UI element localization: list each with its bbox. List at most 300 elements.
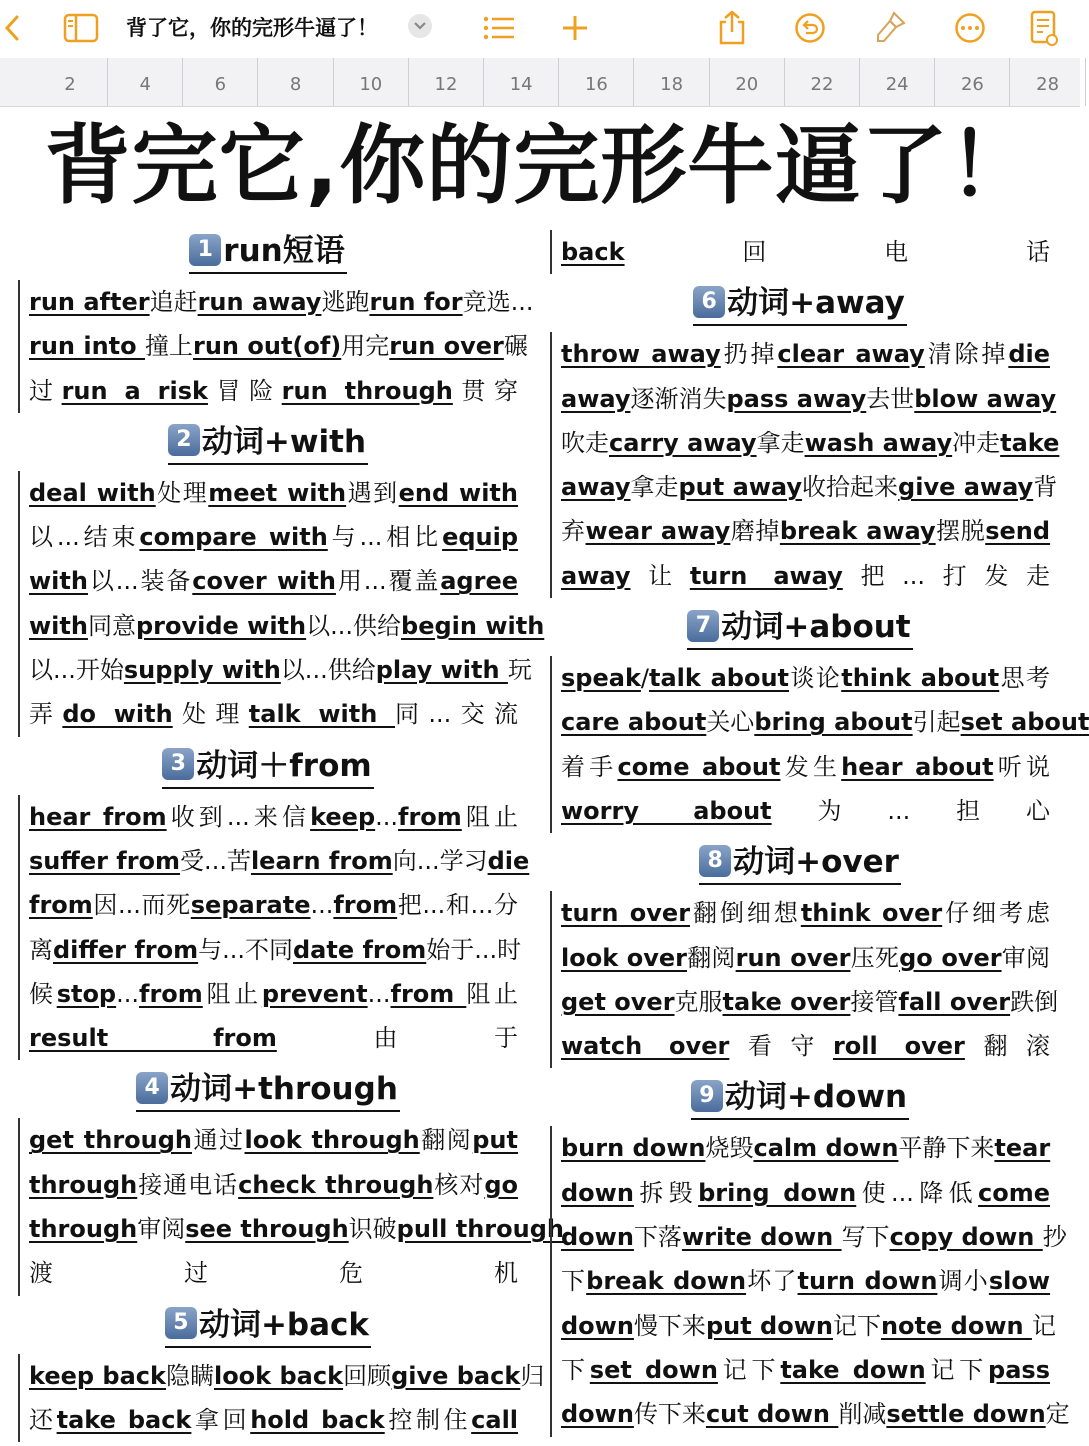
phrase: separate xyxy=(190,891,311,920)
meaning: 磨掉 xyxy=(730,517,780,546)
meaning: 收拾起来 xyxy=(802,473,899,502)
meaning: 引起 xyxy=(912,708,961,737)
meaning: 同意 xyxy=(87,611,136,640)
section-title: run短语 xyxy=(223,233,345,269)
meaning: 审阅 xyxy=(137,1215,186,1244)
meaning: 记 xyxy=(1031,1311,1056,1340)
meaning: 归 xyxy=(520,1361,545,1390)
meaning: 关心 xyxy=(706,708,755,737)
ruler-number: 20 xyxy=(735,74,759,95)
phrase: go xyxy=(484,1170,518,1199)
number-keycap-icon: 3 xyxy=(162,748,194,780)
meaning: 处理 xyxy=(172,700,249,729)
phrase-line xyxy=(29,972,518,1016)
phrase-block xyxy=(550,891,1059,1068)
phrase: see through xyxy=(185,1215,349,1244)
toolbar xyxy=(0,0,1080,59)
meaning: 谈论 xyxy=(789,664,842,693)
phrase: run for xyxy=(369,288,463,316)
phrase: hold back xyxy=(250,1405,385,1434)
ruler-number: 6 xyxy=(214,74,227,95)
meaning: 与...不同 xyxy=(198,935,293,964)
section-heading-text xyxy=(168,421,368,465)
meaning: 用完 xyxy=(341,332,390,361)
phrase: throw away xyxy=(561,340,721,369)
phrase: care about xyxy=(561,708,707,737)
phrase: cut down xyxy=(705,1400,839,1429)
phrase-line xyxy=(29,280,534,324)
phrase-line xyxy=(29,559,518,603)
phrase-line xyxy=(29,928,522,972)
phrase-line xyxy=(561,1304,1056,1348)
phrase: from xyxy=(29,891,93,920)
meaning: 以...装备 xyxy=(87,567,193,596)
sidebar-icon[interactable] xyxy=(60,8,102,48)
meaning: 拿走 xyxy=(756,428,805,457)
phrase: come about xyxy=(617,752,781,781)
phrase: with xyxy=(29,567,88,596)
meaning: 阻止 xyxy=(202,979,262,1008)
phrase: run away xyxy=(197,288,322,316)
phrase: think about xyxy=(841,664,1000,693)
page-title: 背完它,你的完形牛逼了！ xyxy=(44,116,1036,216)
phrase: from xyxy=(398,802,462,831)
phrase: run through xyxy=(281,376,453,405)
phrase: down xyxy=(561,1223,634,1252)
phrase: get through xyxy=(29,1126,193,1155)
phrase-line xyxy=(561,332,1050,376)
phrase-line xyxy=(561,1024,1050,1068)
meaning: 阻止 xyxy=(461,802,518,831)
phrase: hear about xyxy=(841,752,994,781)
phrase: bring down xyxy=(698,1178,857,1207)
meaning: / xyxy=(640,664,649,693)
number-keycap-icon: 7 xyxy=(687,610,719,642)
phrase-line xyxy=(29,471,518,515)
phrase: pull through xyxy=(396,1215,564,1244)
meaning: 识破 xyxy=(348,1215,397,1244)
meaning: 吹走 xyxy=(561,428,609,457)
meaning: 弃 xyxy=(561,517,586,546)
phrase-line xyxy=(561,980,1059,1024)
meaning: 扔掉 xyxy=(720,340,778,369)
phrase: pass away xyxy=(726,384,867,413)
phrase-line xyxy=(561,936,1050,980)
phrase-line xyxy=(29,1398,518,1442)
phrase: look through xyxy=(244,1126,420,1155)
phrase: differ from xyxy=(53,935,199,964)
number-keycap-icon: 2 xyxy=(168,424,200,456)
phrase: turn over xyxy=(561,899,691,928)
phrase: put down xyxy=(705,1311,833,1340)
meaning: 慢下来 xyxy=(633,1311,706,1340)
meaning: 收到...来信 xyxy=(166,802,311,831)
phrase: carry away xyxy=(609,428,757,457)
phrase: cover with xyxy=(192,567,336,596)
phrase: wear away xyxy=(585,517,731,546)
meaning: 去世 xyxy=(866,384,915,413)
ruler-number: 8 xyxy=(289,74,302,95)
phrase-line xyxy=(561,700,1089,744)
phrase-line xyxy=(29,1207,564,1251)
phrase-line xyxy=(561,421,1060,465)
meaning: 因...而死 xyxy=(92,891,191,920)
phrase-line xyxy=(561,1215,1067,1259)
phrase: equip xyxy=(442,523,519,552)
phrase: from xyxy=(139,979,203,1008)
meaning: ... xyxy=(310,891,334,920)
phrase: run out(of) xyxy=(193,332,342,361)
phrase: give away xyxy=(898,473,1034,502)
number-keycap-icon: 4 xyxy=(136,1072,168,1104)
document-icon[interactable] xyxy=(1026,8,1062,48)
phrase: run into xyxy=(29,332,145,361)
phrase-line xyxy=(29,648,532,692)
meaning: 为...担心 xyxy=(771,796,1050,825)
ruler-number: 14 xyxy=(509,74,533,95)
phrase: die xyxy=(1008,340,1050,369)
meaning: 逐渐消失 xyxy=(630,384,727,413)
section-heading xyxy=(18,417,518,467)
phrase: write down xyxy=(681,1223,842,1252)
section-heading xyxy=(18,226,518,276)
meaning: 同...交流 xyxy=(395,700,518,729)
section-heading xyxy=(18,741,518,791)
phrase: away xyxy=(561,473,631,502)
phrase-block xyxy=(18,471,545,737)
meaning: 传下来 xyxy=(633,1400,706,1429)
meaning: 发生 xyxy=(780,752,842,781)
share-icon[interactable] xyxy=(714,8,750,48)
meaning: 阻止 xyxy=(466,979,519,1008)
meaning: 隐瞒 xyxy=(165,1361,214,1390)
meaning: ... xyxy=(375,802,399,831)
ruler-number: 18 xyxy=(660,74,684,95)
phrase: send xyxy=(985,517,1051,546)
meaning: 着手 xyxy=(561,752,618,781)
phrase: speak xyxy=(561,664,641,693)
phrase: blow away xyxy=(914,384,1057,413)
phrase-block xyxy=(18,280,534,413)
section-heading-text xyxy=(189,230,346,274)
phrase: turn away xyxy=(689,561,843,590)
phrase-line xyxy=(29,515,518,559)
document-title[interactable]: 背了它，你的完形牛逼了！ xyxy=(126,16,378,40)
phrase: learn from xyxy=(250,846,393,875)
meaning: 记下 xyxy=(717,1355,781,1384)
phrase: watch over xyxy=(561,1032,730,1061)
phrase: down xyxy=(561,1311,634,1340)
phrase: check through xyxy=(238,1170,434,1199)
chevron-down-icon[interactable] xyxy=(408,14,432,38)
number-keycap-icon: 8 xyxy=(699,845,731,877)
meaning: 核对 xyxy=(433,1170,485,1199)
meaning: 遇到 xyxy=(346,478,399,507)
phrase: meet with xyxy=(208,478,347,507)
phrase-block xyxy=(18,1118,564,1295)
section-heading xyxy=(18,1300,518,1350)
number-keycap-icon: 1 xyxy=(189,234,221,266)
phrase: hear from xyxy=(29,802,167,831)
meaning: 思考 xyxy=(999,664,1051,693)
meaning: 以...供给 xyxy=(280,656,376,685)
section-heading-text xyxy=(693,282,907,326)
meaning: 平静下来 xyxy=(898,1134,995,1163)
phrase: talk about xyxy=(649,664,790,693)
phrase: break down xyxy=(586,1267,747,1296)
meaning: 以...供给 xyxy=(306,611,402,640)
phrase-line xyxy=(561,1126,1050,1170)
left-column xyxy=(18,226,564,1446)
phrase: keep back xyxy=(29,1361,166,1390)
meaning: 竞选... xyxy=(462,288,534,316)
meaning: 烧毁 xyxy=(705,1134,754,1163)
meaning: 使...降低 xyxy=(856,1178,978,1207)
section-heading-text xyxy=(699,841,901,885)
meaning: 仔细考虑 xyxy=(942,899,1051,928)
section-title: 动词+down xyxy=(724,1079,908,1116)
meaning: 由于 xyxy=(276,1024,518,1053)
phrase: from xyxy=(333,891,398,920)
meaning: 看守 xyxy=(729,1032,833,1061)
phrase: run over xyxy=(389,332,504,361)
plus-icon[interactable] xyxy=(558,8,592,48)
meaning: 削减 xyxy=(838,1400,887,1429)
phrase-line xyxy=(561,1392,1070,1436)
meaning: 控制住 xyxy=(384,1405,472,1434)
phrase: fall over xyxy=(898,987,1011,1016)
meaning: 受...苦 xyxy=(180,846,251,875)
ruler-number: 26 xyxy=(960,74,984,95)
meaning: 拿回 xyxy=(191,1405,251,1434)
more-icon[interactable] xyxy=(952,8,988,48)
section-heading xyxy=(550,1072,1050,1122)
phrase-line xyxy=(29,1354,545,1398)
undo-icon[interactable] xyxy=(792,8,828,48)
phrase: wash away xyxy=(804,428,953,457)
phrase: roll over xyxy=(832,1032,965,1061)
meaning: 调小 xyxy=(937,1267,989,1296)
meaning: 撞上 xyxy=(145,332,193,361)
phrase-line xyxy=(29,839,530,883)
meaning: 向...学习 xyxy=(392,846,488,875)
phrase: give back xyxy=(391,1361,521,1390)
phrase-block xyxy=(550,1126,1070,1436)
meaning: 拿走 xyxy=(630,473,679,502)
format-brush-icon[interactable] xyxy=(872,8,908,48)
meaning: 翻倒细想 xyxy=(690,899,801,928)
phrase-block xyxy=(550,230,1050,274)
meaning: 跌倒 xyxy=(1010,987,1059,1016)
section-title: 动词+away xyxy=(727,285,905,322)
phrase: through xyxy=(29,1170,138,1199)
phrase-line xyxy=(561,377,1057,421)
meaning: 下落 xyxy=(633,1223,682,1252)
section-heading-text xyxy=(687,606,912,650)
section-heading xyxy=(18,1064,518,1114)
meaning: 候 xyxy=(29,979,57,1008)
meaning: 克服 xyxy=(674,987,723,1016)
phrase: stop xyxy=(56,979,117,1008)
section-title: 动词+through xyxy=(170,1071,398,1108)
phrase: take over xyxy=(722,987,851,1016)
ruler-number: 28 xyxy=(1036,74,1060,95)
phrase: suffer from xyxy=(29,846,181,875)
phrase-line xyxy=(561,656,1050,700)
phrase: through xyxy=(29,1215,138,1244)
meaning: 下 xyxy=(561,1267,587,1296)
phrase-line xyxy=(29,883,518,927)
meaning: 贯穿 xyxy=(452,376,518,405)
meaning: 接通电话 xyxy=(137,1170,239,1199)
phrase: away xyxy=(561,561,631,590)
number-keycap-icon: 9 xyxy=(691,1080,723,1112)
meaning: 翻阅 xyxy=(686,943,736,972)
meaning: 拆毁 xyxy=(633,1178,699,1207)
meaning: 背 xyxy=(1033,473,1058,502)
phrase-line xyxy=(29,604,545,648)
phrase-line xyxy=(29,1118,518,1162)
meaning: 与...相比 xyxy=(327,523,443,552)
phrase: calm down xyxy=(753,1134,899,1163)
ruler-number: 24 xyxy=(885,74,909,95)
phrase: away xyxy=(561,384,631,413)
meaning: 坏了 xyxy=(746,1267,798,1296)
phrase-block xyxy=(18,795,530,1061)
section-title: 动词＋from xyxy=(196,747,372,784)
meaning: 碾 xyxy=(503,332,528,361)
meaning: 下 xyxy=(561,1355,590,1384)
phrase: think over xyxy=(800,899,943,928)
meaning: 还 xyxy=(29,1405,57,1434)
meaning: 冲走 xyxy=(952,428,1001,457)
phrase: do with xyxy=(62,700,173,729)
meaning: 弄 xyxy=(29,700,63,729)
phrase: set down xyxy=(589,1355,718,1384)
phrase-block xyxy=(550,332,1060,598)
phrase: provide with xyxy=(135,611,307,640)
ruler-number: 2 xyxy=(64,74,76,95)
phrase-line xyxy=(29,369,518,413)
section-title: 动词+about xyxy=(721,609,911,646)
meaning: 逃跑 xyxy=(321,288,370,316)
phrase: look back xyxy=(213,1361,344,1390)
meaning: 处理 xyxy=(155,478,209,507)
meaning: 通过 xyxy=(192,1126,245,1155)
phrase: break away xyxy=(779,517,936,546)
meaning: 渡过危机 xyxy=(29,1259,518,1288)
list-icon[interactable] xyxy=(480,8,518,48)
phrase-line xyxy=(29,324,528,368)
phrase: agree xyxy=(440,567,518,596)
phrase-line xyxy=(561,891,1050,935)
phrase-line xyxy=(29,1016,518,1060)
section-heading-text xyxy=(691,1076,909,1120)
meaning: ... xyxy=(367,979,391,1008)
meaning: 记下 xyxy=(832,1311,881,1340)
phrase-line xyxy=(561,230,1050,274)
phrase-line xyxy=(561,554,1050,598)
section-title: 动词+with xyxy=(201,423,367,460)
meaning: 写下 xyxy=(841,1223,890,1252)
meaning: 回电话 xyxy=(624,238,1050,266)
number-keycap-icon: 6 xyxy=(693,286,725,318)
back-chevron-icon[interactable] xyxy=(0,8,24,48)
number-keycap-icon: 5 xyxy=(165,1307,197,1339)
meaning: 定 xyxy=(1045,1400,1070,1429)
section-heading-text xyxy=(136,1068,400,1112)
phrase-line xyxy=(561,465,1058,509)
meaning: 冒险 xyxy=(207,376,282,405)
phrase: put xyxy=(472,1126,518,1155)
phrase-line xyxy=(561,1259,1050,1303)
phrase: back xyxy=(561,238,625,266)
phrase: bring about xyxy=(754,708,913,737)
phrase-line xyxy=(29,692,518,736)
ruler-number: 22 xyxy=(810,74,834,95)
ruler-tick xyxy=(1085,58,1086,106)
phrase: take down xyxy=(780,1355,926,1384)
phrase-line xyxy=(561,509,1050,553)
phrase: supply with xyxy=(123,656,281,685)
phrase-line xyxy=(561,745,1050,789)
phrase: with xyxy=(29,611,88,640)
phrase: set about xyxy=(960,708,1089,737)
phrase: get over xyxy=(561,987,675,1016)
phrase: die xyxy=(487,846,530,875)
meaning: 清除掉 xyxy=(924,340,1009,369)
phrase: settle down xyxy=(886,1400,1046,1429)
meaning: 抄 xyxy=(1042,1223,1067,1252)
phrase-line xyxy=(29,795,518,839)
meaning: 压死 xyxy=(850,943,900,972)
meaning: 追赶 xyxy=(149,288,198,316)
section-title: 动词+over xyxy=(733,844,899,881)
section-heading-text xyxy=(165,1304,371,1348)
phrase: worry about xyxy=(561,796,772,825)
meaning: 摆脱 xyxy=(935,517,986,546)
phrase: go over xyxy=(899,943,1002,972)
meaning: 让 xyxy=(630,561,690,590)
phrase: look over xyxy=(561,943,687,972)
phrase: down xyxy=(561,1178,634,1207)
meaning: 玩 xyxy=(507,656,532,685)
phrase: talk with xyxy=(248,700,396,729)
phrase: end with xyxy=(398,478,518,507)
phrase: begin with xyxy=(401,611,545,640)
right-column xyxy=(550,226,1089,1441)
phrase: result from xyxy=(29,1024,277,1053)
meaning: 记下 xyxy=(925,1355,989,1384)
phrase: come xyxy=(978,1178,1050,1207)
phrase: copy down xyxy=(889,1223,1043,1252)
meaning: 回顾 xyxy=(343,1361,392,1390)
section-heading xyxy=(550,278,1050,328)
phrase: burn down xyxy=(561,1134,706,1163)
meaning: 翻滚 xyxy=(964,1032,1051,1061)
section-heading xyxy=(550,837,1050,887)
phrase: slow xyxy=(988,1267,1051,1296)
phrase: put away xyxy=(678,473,803,502)
phrase: date from xyxy=(292,935,427,964)
phrase: take back xyxy=(56,1405,192,1434)
phrase: pass xyxy=(988,1355,1050,1384)
meaning: 把...和...分 xyxy=(397,891,518,920)
phrase: run over xyxy=(735,943,851,972)
phrase: run after xyxy=(29,288,150,316)
phrase: note down xyxy=(880,1311,1032,1340)
phrase-line xyxy=(29,1163,518,1207)
